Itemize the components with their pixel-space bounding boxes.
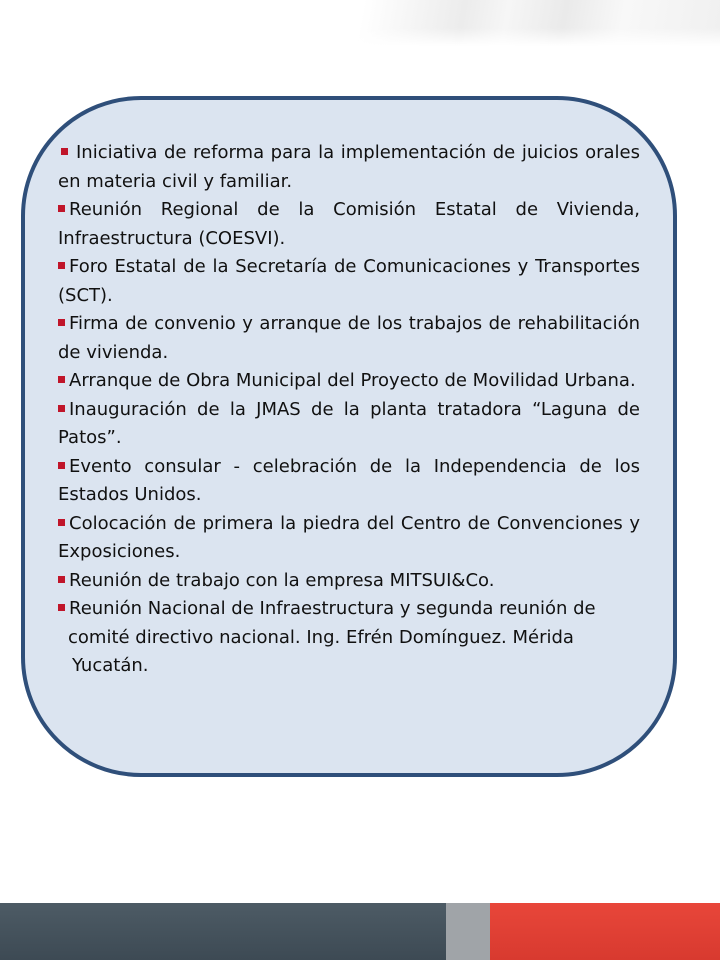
list-item-text: Iniciativa de reforma para la implementación de juicios orales en materia civil y familiar. (58, 142, 640, 192)
square-bullet-icon (58, 519, 65, 526)
list-item-line: comité directivo nacional. Ing. Efrén Domínguez. Mérida (68, 626, 574, 648)
square-bullet-icon (58, 319, 65, 326)
list-item-text: Reunión de trabajo con la empresa MITSUI&Co. (69, 569, 495, 591)
list-item-text: Firma de convenio y arranque de los trabajos de rehabilitación de vivienda. (58, 313, 640, 363)
list-item-text: Reunión Nacional de Infraestructura y segunda reunión de (69, 598, 596, 619)
list-item (58, 139, 640, 196)
list-item-text: Reunión Regional de la Comisión Estatal de Vivienda, Infraestructura (COESVI). (58, 199, 640, 249)
footer-red-segment (490, 903, 720, 960)
square-bullet-icon (58, 262, 65, 269)
square-bullet-icon (58, 405, 65, 412)
list-item (58, 567, 640, 596)
square-bullet-icon (61, 148, 68, 155)
list-item-line: Yucatán. (72, 655, 149, 676)
footer-dark-segment (0, 903, 446, 960)
list-item-text: Colocación de primera la piedra del Centro de Convenciones y Exposiciones. (58, 512, 640, 562)
square-bullet-icon (58, 462, 65, 469)
list-item (58, 510, 640, 567)
list-item (58, 310, 640, 367)
square-bullet-icon (58, 576, 65, 583)
footer-bar (0, 903, 720, 960)
list-item-line (58, 595, 640, 624)
list-item (58, 367, 640, 396)
list-item-text: Evento consular - celebración de la Independencia de los Estados Unidos. (58, 455, 640, 505)
square-bullet-icon (58, 376, 65, 383)
activity-bullet-list (58, 139, 640, 681)
square-bullet-icon (58, 604, 65, 611)
list-item (58, 396, 640, 453)
list-item (58, 595, 640, 681)
footer-gray-segment (446, 903, 490, 960)
list-item (58, 453, 640, 510)
list-item-text: Inauguración de la JMAS de la planta tratadora “Laguna de Patos”. (58, 398, 640, 448)
list-item-text: Foro Estatal de la Secretaría de Comunicaciones y Transportes (SCT). (58, 256, 640, 306)
list-item (58, 253, 640, 310)
list-item-text: Arranque de Obra Municipal del Proyecto de Movilidad Urbana. (69, 370, 636, 391)
square-bullet-icon (58, 205, 65, 212)
top-decorative-stripe (0, 0, 720, 46)
list-item (58, 196, 640, 253)
